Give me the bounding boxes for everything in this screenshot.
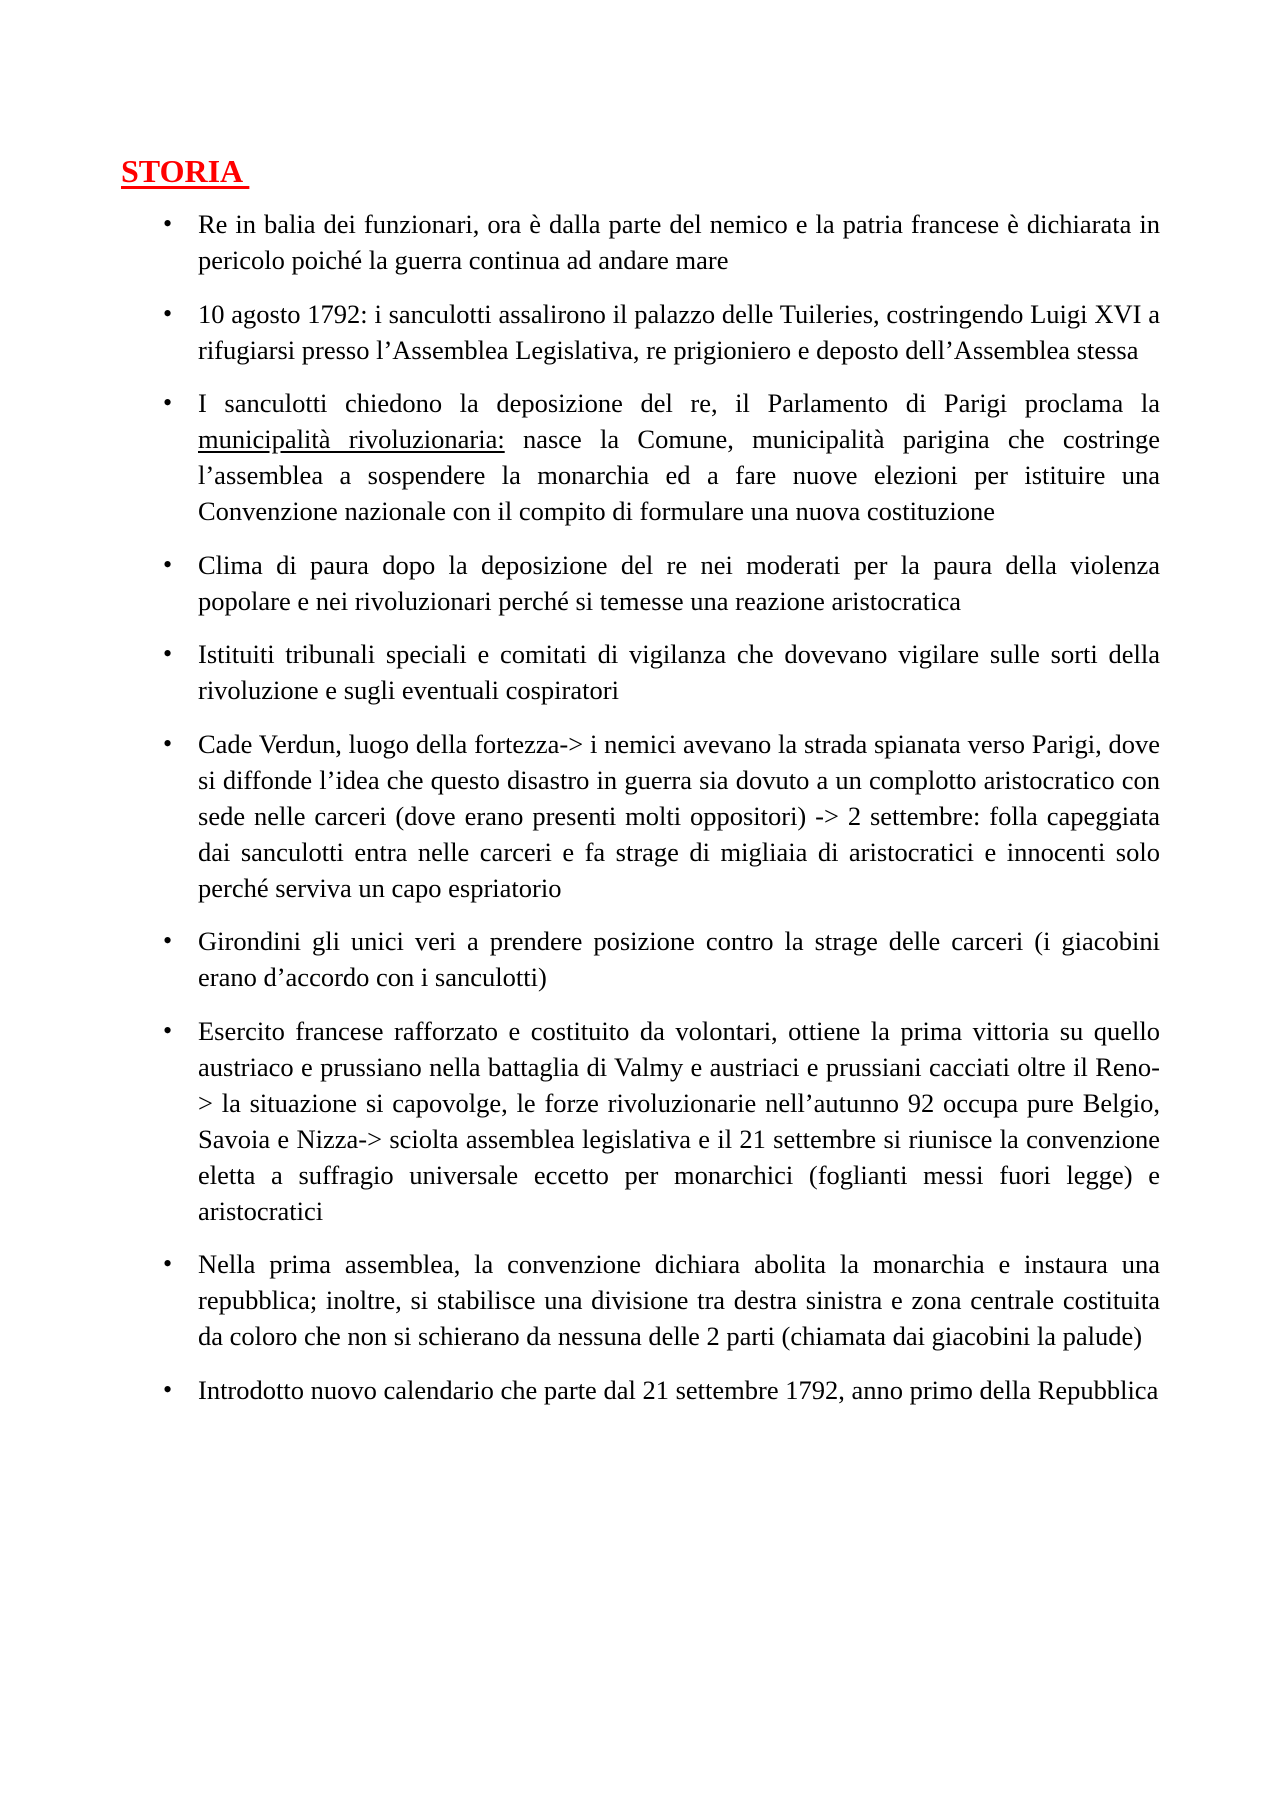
list-item-text: 10 agosto 1792: i sanculotti assalirono il palazzo delle Tuileries, costringendo Luigi XVI a rifugiarsi presso l’Assemblea Legislativa, re prigioniero e deposto dell’Assemblea stessa [198,298,1160,365]
list-item-text: Nella prima assemblea, la convenzione dichiara abolita la monarchia e instaura una repubblica; inoltre, si stabilisce una divisione tra destra sinistra e zona centrale costituita da coloro che non si schierano da nessuna delle 2 parti (chiamata dai giacobini la palude) [198,1249,1160,1351]
page-title: STORIA [121,153,250,189]
list-item-text: Clima di paura dopo la deposizione del re nei moderati per la paura della violenza popolare e nei rivoluzionari perché si temesse una reazione aristocratica [198,549,1160,616]
bullet-icon: • [163,639,173,668]
bullet-icon: • [163,728,173,758]
list-item [0,1246,1280,1354]
list-item [0,636,1280,708]
list-item-text [198,385,1160,529]
bullet-icon: • [163,549,173,579]
bullet-icon: • [163,1249,173,1278]
bullet-list [0,206,1280,1425]
list-item-text-start: I sanculotti chiedono la deposizione del re, il Parlamento di Parigi proclama la [198,388,1160,418]
underlined-term: municipalità rivoluzionaria: [198,424,505,454]
list-item-text: Cade Verdun, luogo della fortezza-> i nemici avevano la strada spianata verso Parigi, dove si diffonde l’idea che questo disastro in guerra sia dovuto a un complotto aristocratico con sede nelle carceri (dove erano presenti molti oppositori) -> 2 settembre: folla capeggiata dai sanculotti entra nelle carceri e fa strage di migliaia di aristocratici e innocenti solo perché serviva un capo espriatorio [198,728,1160,903]
list-item-text: Introdotto nuovo calendario che parte dal 21 settembre 1792, anno primo della Repubblica [198,1374,1159,1405]
list-item-text: Istituiti tribunali speciali e comitati di vigilanza che dovevano vigilare sulle sorti della rivoluzione e sugli eventuali cospiratori [198,639,1160,705]
list-item [0,1013,1280,1229]
list-item-text: Girondini gli unici veri a prendere posizione contro la strage delle carceri (i giacobini erano d’accordo con i sanculotti) [198,926,1160,992]
list-item [0,1372,1280,1408]
bullet-icon: • [163,926,173,955]
list-item [0,923,1280,995]
list-item [0,296,1280,368]
list-item [0,726,1280,906]
list-item [0,385,1280,529]
bullet-icon: • [163,1015,173,1045]
list-item [0,206,1280,278]
bullet-icon: • [163,388,173,417]
bullet-icon: • [163,298,173,328]
list-item-text: Esercito francese rafforzato e costituito da volontari, ottiene la prima vittoria su quello austriaco e prussiano nella battaglia di Valmy e austriaci e prussiani cacciati oltre il Reno-> la situazione si capovolge, le forze rivoluzionarie nell’autunno 92 occupa pure Belgio, Savoia e Nizza-> sciolta assemblea legislativa e il 21 settembre si riunisce la convenzione eletta a suffragio universale eccetto per monarchici (foglianti messi fuori legge) e aristocratici [198,1015,1160,1226]
list-item [0,547,1280,619]
bullet-icon: • [163,1374,173,1404]
list-item-text-end: nasce la Comune, municipalità parigina che costringe l’assemblea a sospendere la monarchia ed a fare nuove elezioni per istituire una Convenzione nazionale con il compito di formulare una nuova costituzione [198,424,1160,526]
list-item-text: Re in balia dei funzionari, ora è dalla parte del nemico e la patria francese è dichiarata in pericolo poiché la guerra continua ad andare mare [198,209,1160,275]
bullet-icon: • [163,209,173,238]
